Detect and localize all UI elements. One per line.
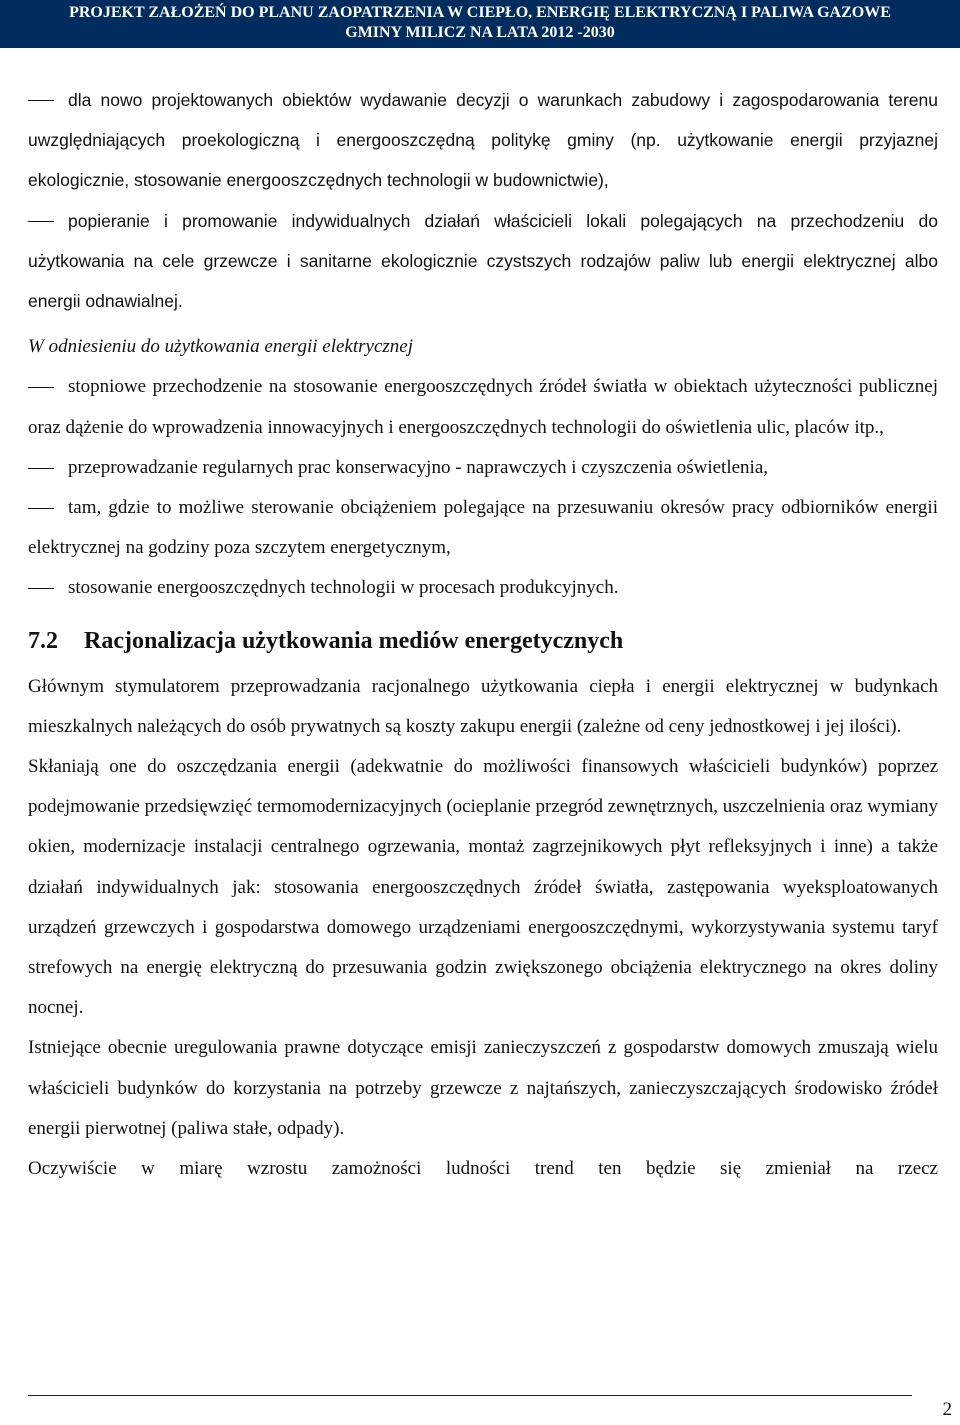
list-item: [28, 448, 938, 488]
header-subtitle: GMINY MILICZ NA LATA 2012 -2030: [345, 24, 615, 41]
header-title: PROJEKT ZAŁOŻEŃ DO PLANU ZAOPATRZENIA W CIEPŁO, ENERGIĘ ELEKTRYCZNĄ I PALIWA GAZOWE: [69, 4, 891, 21]
list-item-text: stosowanie energooszczędnych technologii w procesach produkcyjnych.: [68, 577, 619, 599]
subheading: W odniesieniu do użytkowania energii elektrycznej: [28, 336, 414, 358]
list-item: [28, 201, 938, 322]
section-heading: [28, 619, 938, 663]
list-item: [28, 80, 938, 201]
footer-divider: [28, 1395, 912, 1396]
document-header: [0, 0, 960, 48]
list-item: [28, 568, 938, 608]
list-item: [28, 488, 938, 568]
paragraph: Skłaniają one do oszczędzania energii (adekwatnie do możliwości finansowych właścicieli budynków) poprzez podejmowanie przedsięwzięć termomodernizacyjnych (ocieplanie przegród zewnętrznych, uszczelnienia oraz wymiany okien, modernizacje instalacji centralnego ogrzewania, montaż zagrzejnikowych płyt refleksyjnych i inne) a także działań indywidualnych jak: stosowania energooszczędnych źródeł światła, zastępowania wyeksploatowanych urządzeń grzewczych i gospodarstwa domowego urządzeniami energooszczędnymi, wykorzystywania systemu taryf strefowych na energię elektryczną do przesuwania godzin zwiększonego obciążenia elektrycznego na okres doliny nocnej.: [28, 756, 938, 1019]
section-title: Racjonalizacja użytkowania mediów energetycznych: [84, 627, 624, 654]
list-item-text: tam, gdzie to możliwe sterowanie obciążeniem polegające na przesuwaniu okresów pracy odbiorników energii elektrycznej na godziny poza szczytem energetycznym,: [28, 497, 938, 559]
list-item-text: dla nowo projektowanych obiektów wydawanie decyzji o warunkach zabudowy i zagospodarowania terenu uwzględniających proekologiczną i energooszczędną politykę gminy (np. użytkowanie energii przyjaznej ekologicznie, stosowanie energooszczędnych technologii w budownictwie),: [28, 90, 938, 191]
paragraph: Głównym stymulatorem przeprowadzania racjonalnego użytkowania ciepła i energii elektrycznej w budynkach mieszkalnych należących do osób prywatnych są koszty zakupu energii (zależne od ceny jednostkowej i jej ilości).: [28, 675, 938, 737]
list-item-text: stopniowe przechodzenie na stosowanie energooszczędnych źródeł światła w obiektach użyteczności publicznej oraz dążenie do wprowadzenia innowacyjnych i energooszczędnych technologii do oświetlenia ulic, placów itp.,: [28, 376, 938, 438]
document-body: [28, 80, 938, 1189]
section-number: 7.2: [28, 627, 58, 654]
paragraph: Oczywiście w miarę wzrostu zamożności ludności trend ten będzie się zmieniał na rzecz: [28, 1158, 938, 1180]
list-item-text: popieranie i promowanie indywidualnych działań właścicieli lokali polegających na przechodzeniu do użytkowania na cele grzewcze i sanitarne ekologicznie czystszych rodzajów paliw lub energii elektrycznej albo energii odnawialnej.: [28, 210, 938, 312]
list-item: [28, 367, 938, 447]
page-number: 2: [942, 1399, 952, 1420]
list-item-text: przeprowadzanie regularnych prac konserwacyjno - naprawczych i czyszczenia oświetlenia,: [68, 456, 769, 478]
paragraph: Istniejące obecnie uregulowania prawne dotyczące emisji zanieczyszczeń z gospodarstw domowych zmuszają wielu właścicieli budynków do korzystania na potrzeby grzewcze z najtańszych, zanieczyszczających środowisko źródeł energii pierwotnej (paliwa stałe, odpady).: [28, 1037, 938, 1139]
